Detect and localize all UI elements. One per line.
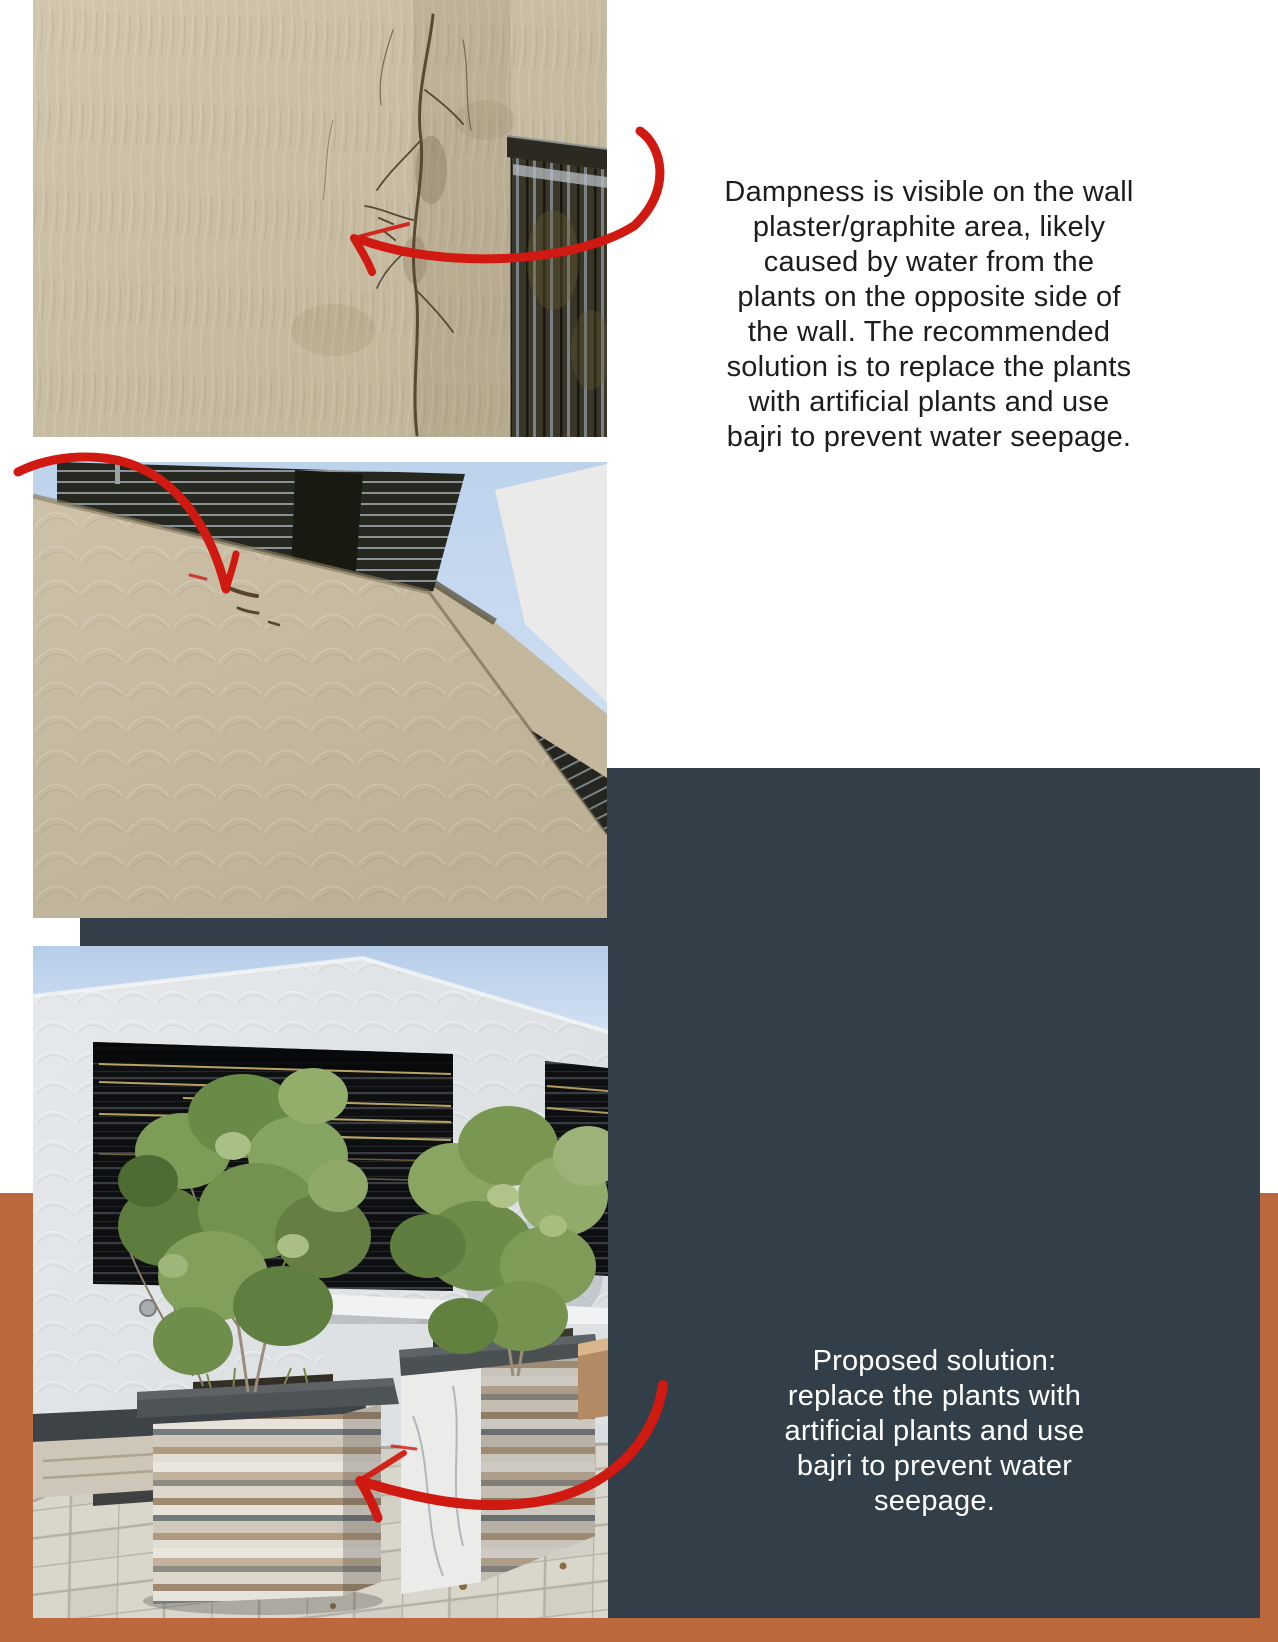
annotation-line: Proposed solution: [812, 1345, 1057, 1377]
annotation-line: seepage. [874, 1485, 995, 1517]
annotation-line: replace the plants with [787, 1380, 1082, 1412]
planter-main [137, 1368, 399, 1615]
solution-annotation [697, 1344, 1172, 1519]
annotation-line: bajri to prevent water seepage. [726, 421, 1132, 453]
annotation-line: plaster/graphite area, likely [752, 211, 1106, 243]
annotation-line: with artificial plants and use [748, 386, 1110, 418]
annotation-line: plants on the opposite side of [737, 281, 1121, 313]
photo-wall-upward-view [33, 462, 607, 918]
bench-right-tan [578, 1338, 608, 1420]
annotation-line: the wall. The recommended [747, 316, 1111, 348]
annotation-line: artificial plants and use [784, 1415, 1085, 1447]
annotation-line: bajri to prevent water [796, 1450, 1073, 1482]
damp-annotation [619, 175, 1239, 455]
annotation-line: Dampness is visible on the wall [724, 176, 1134, 208]
annotation-line: caused by water from the [763, 246, 1095, 278]
photo-wall-crack-closeup [33, 0, 607, 437]
photo-courtyard-planters [33, 946, 608, 1618]
railing-louvers [507, 136, 607, 437]
annotation-line: solution is to replace the plants [726, 351, 1132, 383]
